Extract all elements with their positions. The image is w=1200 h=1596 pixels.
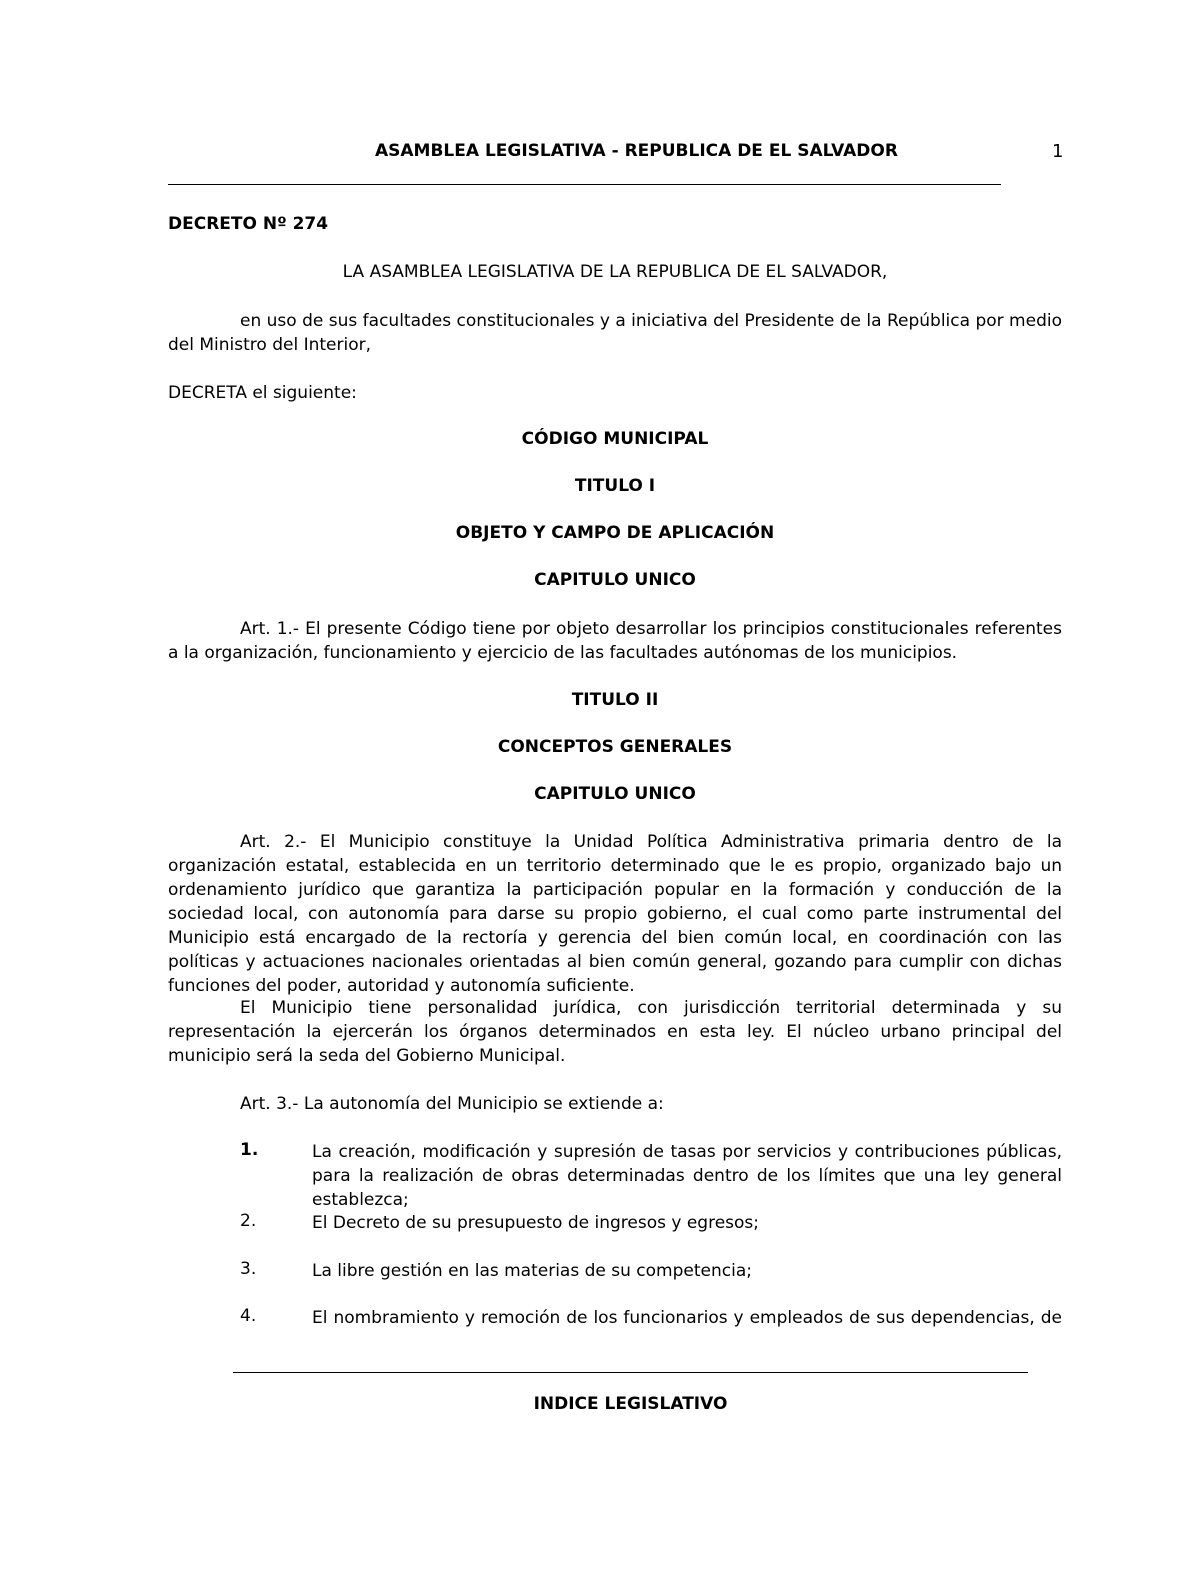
list-item: El Decreto de su presupuesto de ingresos y egresos; [312,1213,760,1233]
assembly-line: LA ASAMBLEA LEGISLATIVA DE LA REPUBLICA DE EL SALVADOR, [342,262,888,282]
page-number: 1 [1052,141,1064,162]
preamble-paragraph [168,309,1062,357]
list-item: La creación, modificación y supresión de tasas por servicios y contribuciones públicas, para la realización de obras determinadas dentro de los límites que una ley general establezca; [312,1142,1062,1210]
decree-number: DECRETO Nº 274 [168,214,329,234]
article-2 [168,830,1062,998]
header-rule [168,184,1001,185]
article-1-label: Art. 1.- [240,619,300,639]
preamble-text: en uso de sus facultades constitucionales y a iniciativa del Presidente de la República por medio del Ministro del Interior, [168,311,1062,355]
article-2-paragraph-2-text: El Municipio tiene personalidad jurídica, con jurisdicción territorial determinada y su representación la ejercerán los órganos determinados en esta ley. El núcleo urbano principal del municipio será la seda del Gobierno Municipal. [168,998,1062,1066]
list-item-number: 2. [240,1211,257,1231]
article-2-text: El Municipio constituye la Unidad Política Administrativa primaria dentro de la organización estatal, establecida en un territorio determinado que le es propio, organizado bajo un ordenamiento jurídico que garantiza la participación popular en la formación y conducción de la sociedad local, con autonomía para darse su propio gobierno, el cual como parte instrumental del Municipio está encargado de la rectoría y gerencia del bien común local, en coordinación con las políticas y actuaciones nacionales orientadas al bien común general, gozando para cumplir con dichas funciones del poder, autoridad y autonomía suficiente. [168,832,1062,996]
article-2-label: Art. 2.- [240,832,307,852]
code-title: CÓDIGO MUNICIPAL [521,429,709,449]
footer-rule [233,1372,1028,1373]
list-item-number: 3. [240,1259,257,1279]
article-3-text: La autonomía del Municipio se extiende a: [298,1094,664,1114]
list-item: La libre gestión en las materias de su competencia; [312,1261,752,1281]
list-item-number: 4. [240,1306,257,1326]
list-item: El nombramiento y remoción de los funcionarios y empleados de sus dependencias, de [312,1308,1062,1328]
footer-title: INDICE LEGISLATIVO [533,1394,728,1414]
titulo-2-label: TITULO II [571,690,659,710]
article-1 [168,617,1062,665]
titulo-1-chapter: CAPITULO UNICO [534,570,696,590]
titulo-1-name: OBJETO Y CAMPO DE APLICACIÓN [455,523,775,543]
article-2-paragraph-2 [168,996,1062,1068]
titulo-2-chapter: CAPITULO UNICO [534,784,696,804]
article-1-text: El presente Código tiene por objeto desarrollar los principios constitucionales referentes a la organización, funcionamiento y ejercicio de las facultades autónomas de los municipios. [168,619,1062,663]
header-title: ASAMBLEA LEGISLATIVA - REPUBLICA DE EL SALVADOR [375,141,898,161]
list-item-number: 1. [240,1140,259,1160]
titulo-1-label: TITULO I [574,476,656,496]
decreta-line: DECRETA el siguiente: [168,383,357,403]
titulo-2-name: CONCEPTOS GENERALES [497,737,733,757]
article-3-label: Art. 3.- [240,1094,299,1114]
article-3 [240,1092,1062,1116]
